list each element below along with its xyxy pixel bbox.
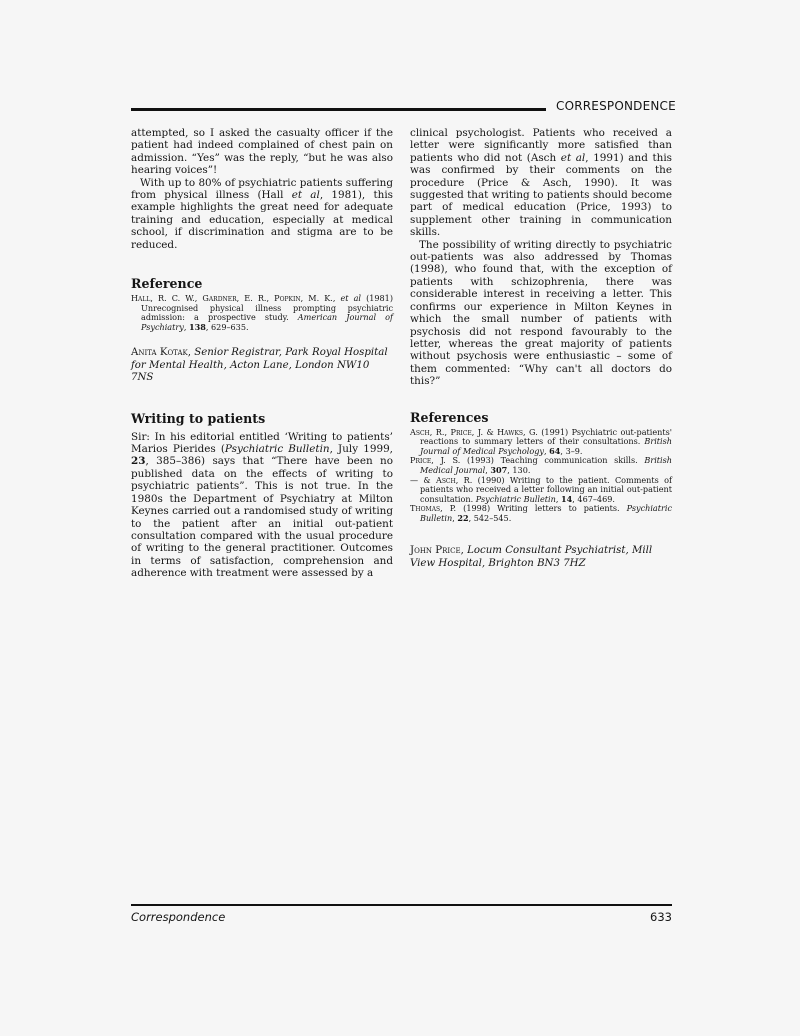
letter-paragraph: clinical psychologist. Patients who received a letter were significantly more satisfied than patients who did not (Asch et al, 1991) and this was confirmed by their comments on the procedure (Price & Asch, 1990). It was suggested that writing to patients should become part of medical education (Price, 1993) to supplement other training in communication skills. [410, 127, 672, 239]
reference-heading: Reference [131, 276, 203, 292]
footer-section-title: Correspondence [131, 910, 226, 924]
author-signature: John Price, Locum Consultant Psychiatrist, Mill View Hospital, Brighton BN3 7HZ [410, 545, 653, 569]
letter-body: Sir: In his editorial entitled ‘Writing to patients’ Marios Pierides (Psychiatric Bulletin, July 1999, 23, 385–386) says that “There have been no published data on the effects of writing to psychiatric patients”. This is not true. In the 1980s the Department of Psychiatry at Milton Keynes carried out a randomised study of writing to the patient after an initial out-patient consultation compared with the usual procedure of writing to the general practitioner. Outcomes in terms of satisfaction, comprehension and adherence with treatment were assessed by a [131, 430, 393, 580]
letter-paragraph-2: With up to 80% of psychiatric patients suffering from physical illness (Hall et al, 1981), this example highlights the great need for adequate training and education, especially at medical school, if discrimination and stigma are to be reduced. [131, 176, 393, 251]
reference-entry: Asch, R., Price, J. & Hawks, G. (1991) Psychiatric out-patients' reactions to summary letters of their consultations. British Journal of Medical Psychology, 64, 3–9. [410, 426, 672, 456]
reference-entry: Hall, R. C. W., Gardner, E. R., Popkin, M. K., et al (1981) Unrecognised physical illness prompting psychiatric admission: a prospective study. American Journal of Psychiatry, 138, 629–635. [131, 293, 393, 332]
page-number: 633 [650, 910, 672, 924]
reference-entry: — & Asch, R. (1990) Writing to the patient. Comments of patients who received a letter following an initial out-patient consultation. Psychiatric Bulletin, 14, 467–469. [410, 474, 672, 504]
header-rule [131, 108, 546, 111]
footer-rule [131, 904, 672, 906]
running-head: CORRESPONDENCE [556, 99, 676, 113]
reference-entry: Price, J. S. (1993) Teaching communication skills. British Medical Journal, 307, 130. [410, 455, 672, 475]
reference-list [410, 428, 672, 524]
author-signature: Anita Kotak, Senior Registrar, Park Royal Hospital for Mental Health, Acton Lane, London NW10 7NS [131, 347, 388, 384]
right-column [410, 127, 672, 570]
letter-continuation-paragraph: attempted, so I asked the casualty officer if the patient had indeed complained of chest pain on admission. “Yes” was the reply, “but he was also hearing voices”! [131, 127, 393, 177]
letter-paragraph-2: The possibility of writing directly to psychiatric out-patients was also addressed by Thomas (1998), who found that, with the exception of patients with schizophrenia, there was considerable interest in receiving a letter. This confirms our experience in Milton Keynes in which the small number of patients with psychosis did not respond favourably to the letter, whereas the great majority of patients without psychosis were enthusiastic – some of them commented: “Why can't all doctors do this?” [410, 238, 672, 388]
reference-list [131, 294, 393, 332]
references-heading: References [410, 409, 489, 425]
left-column [131, 127, 393, 580]
reference-entry: Thomas, P. (1998) Writing letters to patients. Psychiatric Bulletin, 22, 542–545. [410, 503, 672, 523]
section-heading: Writing to patients [131, 410, 266, 426]
